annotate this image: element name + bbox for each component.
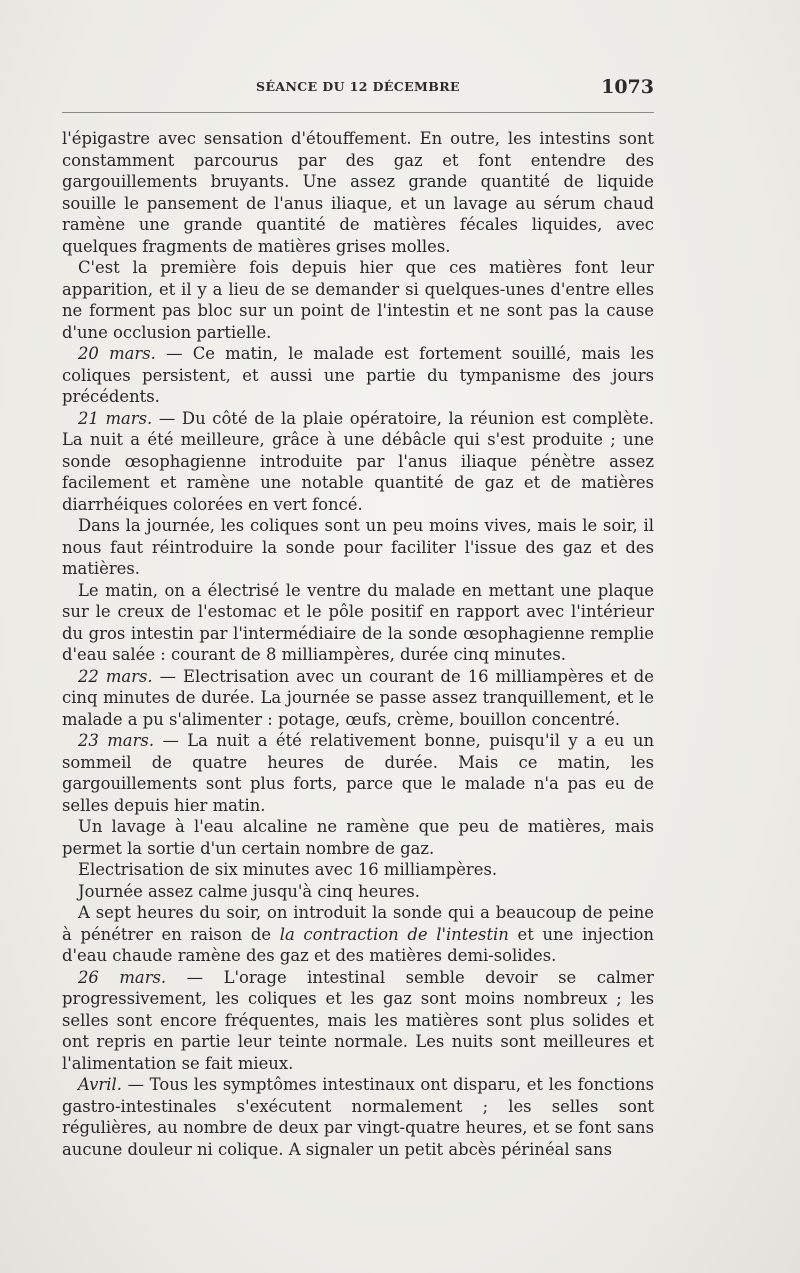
- header-rule: [62, 112, 654, 113]
- entry-date: 26 mars.: [78, 967, 167, 987]
- paragraph: Dans la journée, les coliques sont un peu moins vives, mais le soir, il nous faut réintroduire la sonde pour faciliter l'issue des gaz et des matières.: [62, 516, 654, 578]
- paragraph: A sept heures du soir, on introduit la sonde qui a beaucoup de peine à pénétrer en raison de la contraction de l'intestin et une injection d'eau chaude ramène des gaz et des matières demi-solides.: [62, 903, 654, 965]
- paragraph: l'épigastre avec sensation d'étouffement. En outre, les intestins sont constamment parcourus par des gaz et font entendre des gargouillements bruyants. Une assez grande quantité de liquide souille le pansement de l'anus iliaque, et un lavage au sérum chaud ramène une grande quantité de matières fécales liquides, avec quelques fragments de matières grises molles.: [62, 129, 654, 256]
- entry-date: 20 mars.: [78, 344, 156, 363]
- header-title: SÉANCE DU 12 DÉCEMBRE: [256, 79, 460, 94]
- paragraph: 26 mars. — L'orage intestinal semble devoir se calmer progressivement, les coliques et les gaz sont moins nombreux ; les selles sont encore fréquentes, mais les matières sont plus solides et ont repris en partie leur teinte normale. Les nuits sont meilleures et l'alimentation se fait mieux.: [62, 967, 654, 1073]
- paragraph: 21 mars. — Du côté de la plaie opératoire, la réunion est complète. La nuit a été meilleure, grâce à une débâcle qui s'est produite ; une sonde œsophagienne introduite par l'anus iliaque pénètre assez facilement et ramène une notable quantité de gaz et de matières diarrhéiques colorées en vert foncé.: [62, 408, 654, 514]
- italic-phrase: la contraction de l'intestin: [279, 924, 509, 944]
- paragraph: 22 mars. — Electrisation avec un courant de 16 milliampères et de cinq minutes de durée. La journée se passe assez tranquillement, et le malade a pu s'alimenter : potage, œufs, crème, bouillon concentré.: [62, 666, 654, 729]
- paragraph: Un lavage à l'eau alcaline ne ramène que peu de matières, mais permet la sortie d'un certain nombre de gaz.: [62, 817, 654, 858]
- body-text: [62, 128, 654, 1160]
- paragraph: Electrisation de six minutes avec 16 milliampères.: [78, 860, 498, 879]
- paragraph: Journée assez calme jusqu'à cinq heures.: [78, 881, 421, 901]
- paragraph: Le matin, on a électrisé le ventre du malade en mettant une plaque sur le creux de l'estomac et le pôle positif en rapport avec l'intérieur du gros intestin par l'intermédiaire de la sonde œsophagienne remplie d'eau salée : courant de 8 milliampères, durée cinq minutes.: [62, 580, 654, 664]
- running-header: [62, 76, 654, 100]
- entry-date: 21 mars.: [78, 408, 153, 428]
- paragraph: 23 mars. — La nuit a été relativement bonne, puisqu'il y a eu un sommeil de quatre heures de durée. Mais ce matin, les gargouillements sont plus forts, parce que le malade n'a pas eu de selles depuis hier matin.: [62, 731, 654, 815]
- entry-date: 22 mars.: [78, 666, 153, 686]
- page-number: 1073: [601, 76, 654, 98]
- entry-date: Avril.: [78, 1075, 122, 1094]
- entry-date: 23 mars.: [78, 731, 155, 750]
- paragraph: 20 mars. — Ce matin, le malade est fortement souillé, mais les coliques persistent, et aussi une partie du tympanisme des jours précédents.: [62, 344, 654, 406]
- paragraph: C'est la première fois depuis hier que ces matières font leur apparition, et il y a lieu de se demander si quelques-unes d'entre elles ne forment pas bloc sur un point de l'intestin et ne sont pas la cause d'une occlusion partielle.: [62, 258, 654, 342]
- paragraph: Avril. — Tous les symptômes intestinaux ont disparu, et les fonctions gastro-intestinales s'exécutent normalement ; les selles sont régulières, au nombre de deux par vingt-quatre heures, et se font sans aucune douleur ni colique. A signaler un petit abcès périnéal sans: [62, 1075, 654, 1159]
